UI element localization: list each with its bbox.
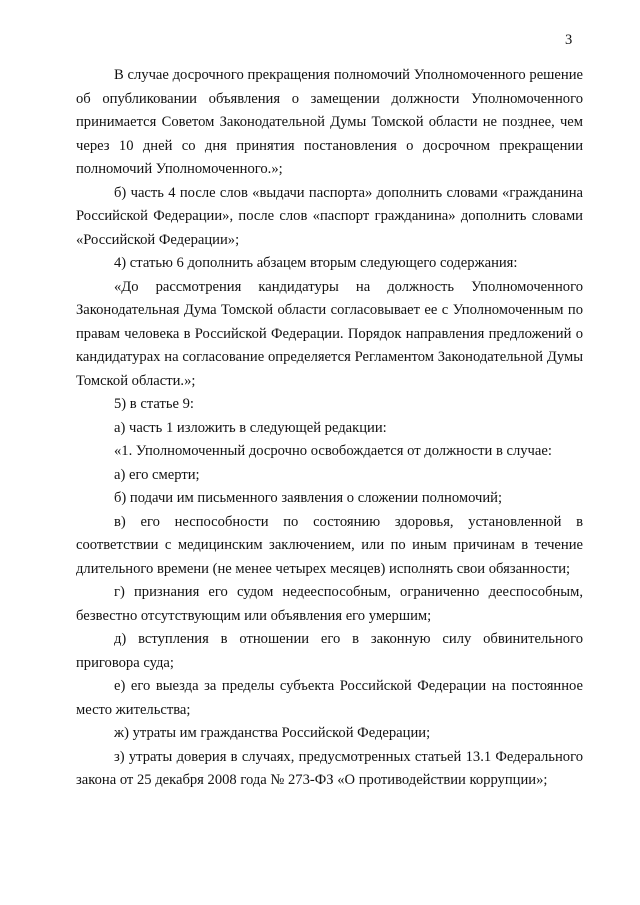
document-body	[76, 64, 583, 793]
paragraph-part-4-amendment: б) часть 4 после слов «выдачи паспорта» дополнить словами «гражданина Российской Федерации», после слов «паспорт гражданина» дополнить словами «Российской Федерации»;	[76, 184, 583, 248]
paragraph-dismissal-intro: «1. Уполномоченный досрочно освобождается от должности в случае:	[114, 443, 552, 459]
list-item-e: е) его выезда за пределы субъекта Российской Федерации на постоянное место жительства;	[76, 678, 583, 718]
page-number: 3	[565, 32, 573, 48]
list-item-g: г) признания его судом недееспособным, ограниченно дееспособным, безвестно отсутствующим или объявления его умершим;	[76, 584, 583, 624]
paragraph-part-1-revision: а) часть 1 изложить в следующей редакции:	[114, 419, 387, 436]
list-item-a: а) его смерти;	[114, 466, 200, 483]
list-item-d: д) вступления в отношении его в законную силу обвинительного приговора суда;	[76, 631, 583, 671]
list-item-v: в) его неспособности по состоянию здоровья, установленной в соответствии с медицинским заключением, или по иным причинам в течение длительного времени (не менее четырех месяцев) исполнять свои обязанности;	[76, 513, 583, 577]
paragraph-candidate-approval: «До рассмотрения кандидатуры на должность Уполномоченного Законодательная Дума Томской области согласовывает ее с Уполномоченным по правам человека в Российской Федерации. Порядок направления предложений о кандидатурах на согласование определяется Регламентом Законодательной Думы Томской области.»;	[76, 278, 583, 389]
paragraph-article-9: 5) в статье 9:	[114, 396, 194, 412]
list-item-b: б) подачи им письменного заявления о сложении полномочий;	[114, 490, 503, 506]
paragraph-early-termination: В случае досрочного прекращения полномочий Уполномоченного решение об опубликовании объявления о замещении должности Уполномоченного принимается Советом Законодательной Думы Томской области не позднее, чем через 10 дней со дня принятия постановления о досрочном прекращении полномочий Уполномоченного.»;	[76, 67, 583, 177]
paragraph-article-6: 4) статью 6 дополнить абзацем вторым следующего содержания:	[114, 255, 518, 271]
list-item-zh: ж) утраты им гражданства Российской Федерации;	[114, 725, 431, 741]
list-item-z: з) утраты доверия в случаях, предусмотренных статьей 13.1 Федерального закона от 25 декабря 2008 года № 273-ФЗ «О противодействии коррупции»;	[76, 748, 583, 788]
